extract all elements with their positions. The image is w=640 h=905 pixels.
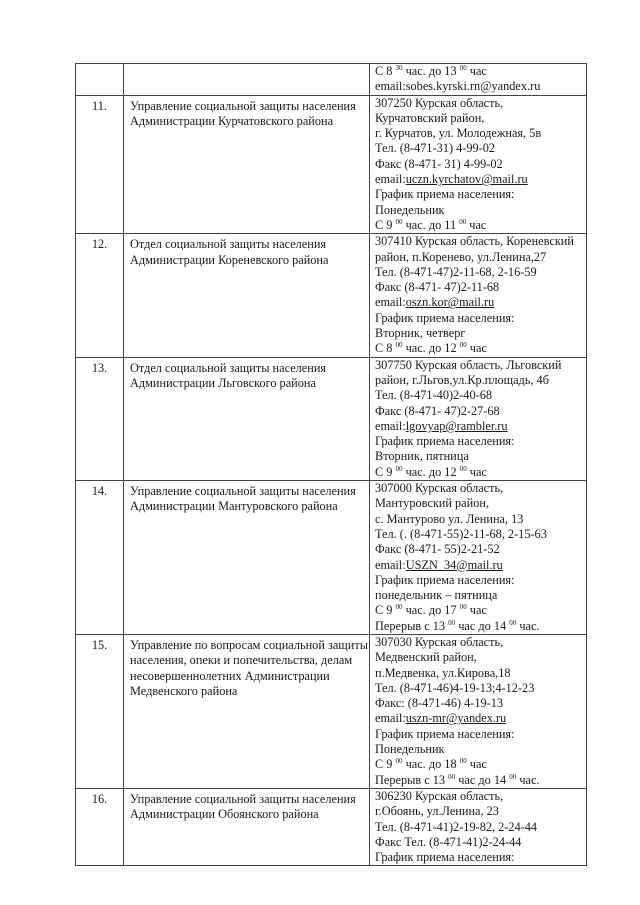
table-row: [76, 234, 587, 357]
contact-line: [375, 96, 586, 111]
office-name: Управление социальной защиты населения Администрации Курчатовского района: [130, 98, 356, 128]
office-name: Отдел социальной защиты населения Администрации Льговского района: [130, 360, 327, 390]
office-name-cell: [124, 95, 370, 234]
office-name: Управление социальной защиты населения Администрации Мантуровского района: [130, 484, 356, 514]
contact-text: Мантуровский район,: [375, 496, 490, 511]
contact-text: График приема населения:: [375, 187, 515, 202]
contact-cell: [370, 64, 587, 96]
contact-line: [375, 157, 586, 172]
contact-text: email:: [375, 418, 406, 433]
contact-text: С 8: [375, 341, 396, 356]
contact-text: Медвенский район,: [375, 650, 477, 665]
time-superscript: 00: [395, 757, 403, 766]
email-link[interactable]: uszn-mr@yandex.ru: [405, 711, 507, 726]
contact-line: [375, 820, 586, 835]
contact-text: График приема населения:: [375, 572, 515, 587]
contact-line: [375, 419, 586, 434]
contact-text: С 8: [375, 64, 396, 78]
contact-line: [375, 742, 586, 757]
email-link[interactable]: lgovyap@rambler.ru: [405, 418, 508, 433]
table-row: [76, 788, 587, 865]
contact-text: Факс (8-471- 55)2-21-52: [375, 542, 500, 557]
contact-line: [375, 558, 586, 573]
office-name-cell: [124, 481, 370, 635]
contact-text: район, г.Льгов,ул.Кр.площадь, 4б: [375, 372, 549, 387]
contact-text: 307030 Курская область,: [375, 634, 504, 649]
contact-line: [375, 603, 586, 618]
contact-line: [375, 635, 586, 650]
contact-line: [375, 265, 586, 280]
contact-text: час. до 11: [402, 217, 460, 232]
contact-line: [375, 280, 586, 295]
contact-text: г.Обоянь, ул.Ленина, 23: [375, 804, 499, 819]
contact-line: [375, 804, 586, 819]
contact-details: [370, 234, 586, 356]
contact-text: Факс (8-471- 47)2-27-68: [375, 403, 500, 418]
contact-line: [375, 527, 586, 542]
row-number-cell: [76, 357, 124, 480]
contact-details: [370, 789, 586, 865]
row-number: [76, 64, 123, 67]
contact-details: [370, 64, 586, 95]
contact-cell: [370, 788, 587, 865]
contact-line: [375, 187, 586, 202]
contact-text: час. до 17: [402, 603, 460, 618]
contact-line: [375, 619, 586, 634]
contact-text: час: [466, 64, 487, 78]
contact-text: email:: [375, 557, 406, 572]
contact-line: [375, 512, 586, 527]
contact-text: email:: [375, 711, 406, 726]
email-link[interactable]: USZN_34@mail.ru: [405, 557, 503, 572]
contact-details: [370, 96, 586, 234]
contact-line: [375, 496, 586, 511]
contact-line: [375, 773, 586, 788]
contact-text: Факс: (8-471-46) 4-19-13: [375, 696, 504, 711]
row-number: 11.: [92, 98, 107, 113]
row-number-cell: [76, 481, 124, 635]
contact-line: [375, 835, 586, 850]
offices-table: [75, 63, 587, 866]
contact-text: час: [466, 341, 487, 356]
contact-line: [375, 404, 586, 419]
contact-line: [375, 789, 586, 804]
contact-details: [370, 358, 586, 480]
time-superscript: 00: [395, 603, 403, 612]
contact-line: [375, 250, 586, 265]
contact-text: час. до 12: [402, 464, 460, 479]
contact-text: email:: [375, 172, 406, 187]
contact-text: Тел. (8-471-31) 4-99-02: [375, 141, 496, 156]
contact-text: п.Медвенка, ул.Кирова,18: [375, 665, 511, 680]
contact-line: [375, 126, 586, 141]
contact-text: График приема населения:: [375, 726, 515, 741]
contact-line: [375, 79, 586, 94]
table-row: [76, 481, 587, 635]
contact-details: [370, 481, 586, 634]
row-number-cell: [76, 788, 124, 865]
contact-text: час. до 13: [402, 64, 460, 78]
time-superscript: 00: [448, 772, 456, 781]
time-superscript: 00: [395, 341, 403, 350]
contact-line: [375, 588, 586, 603]
offices-table-body: [76, 64, 587, 866]
table-row: [76, 634, 587, 788]
email-link[interactable]: oszn.kor@mail.ru: [405, 295, 495, 310]
row-number: 15.: [91, 637, 108, 652]
contact-text: email:: [375, 295, 406, 310]
contact-line: [375, 757, 586, 772]
time-superscript: 00: [448, 618, 456, 627]
office-name-cell: [124, 357, 370, 480]
contact-text: С 9: [375, 603, 396, 618]
row-number-cell: [76, 634, 124, 788]
time-superscript: 00: [459, 64, 467, 72]
contact-text: 306230 Курская область,: [375, 788, 504, 803]
contact-text: г. Курчатов, ул. Молодежная, 5в: [375, 126, 542, 141]
contact-text: Перерыв с 13: [375, 772, 449, 787]
contact-details: [370, 635, 586, 788]
contact-text: С 9: [375, 464, 396, 479]
table-row: [76, 64, 587, 96]
office-name: Управление по вопросам социальной защиты населения, опеки и попечительства, делам несовершеннолетних Администрации Медвенского района: [130, 637, 368, 698]
contact-cell: [370, 634, 587, 788]
contact-text: Тел. (8-471-46)4-19-13;4-12-23: [375, 680, 535, 695]
contact-text: час.: [516, 772, 540, 787]
row-number: 12.: [91, 237, 108, 252]
time-superscript: 00: [459, 603, 467, 612]
contact-text: Понедельник: [375, 202, 445, 217]
contact-line: [375, 203, 586, 218]
time-superscript: 00: [509, 772, 517, 781]
contact-line: [375, 311, 586, 326]
contact-text: Тел. (. (8-471-55)2-11-68, 2-15-63: [375, 526, 547, 541]
contact-text: 307750 Курская область, Льговский: [375, 357, 562, 372]
contact-line: [375, 727, 586, 742]
row-number: 16.: [91, 791, 108, 806]
contact-text: 307000 Курская область,: [375, 481, 504, 496]
contact-text: Тел. (8-471-41)2-19-82, 2-24-44: [375, 819, 538, 834]
contact-text: час: [466, 757, 487, 772]
contact-line: [375, 850, 586, 865]
office-name: [124, 64, 369, 67]
contact-line: [375, 341, 586, 356]
contact-text: Перерыв с 13: [375, 618, 449, 633]
time-superscript: 00: [459, 341, 467, 350]
time-superscript: 00: [459, 217, 467, 226]
time-superscript: 00: [395, 217, 403, 226]
contact-text: С 9: [375, 757, 396, 772]
contact-line: [375, 681, 586, 696]
contact-line: [375, 141, 586, 156]
contact-text: час до 14: [455, 772, 510, 787]
row-number-cell: [76, 64, 124, 96]
email-link[interactable]: uczn.kyrchatov@mail.ru: [405, 172, 528, 187]
office-name-cell: [124, 234, 370, 357]
office-name-cell: [124, 64, 370, 96]
contact-cell: [370, 481, 587, 635]
time-superscript: 30: [395, 64, 403, 72]
contact-text: понедельник – пятница: [375, 588, 498, 603]
table-row: [76, 95, 587, 234]
contact-line: [375, 295, 586, 310]
contact-text: Вторник, четверг: [375, 326, 466, 341]
row-number: 14.: [91, 484, 108, 499]
contact-text: 307410 Курская область, Кореневский: [375, 234, 574, 249]
office-name-cell: [124, 788, 370, 865]
contact-line: [375, 434, 586, 449]
contact-line: [375, 573, 586, 588]
contact-text: час: [466, 464, 487, 479]
contact-text: Факс (8-471- 31) 4-99-02: [375, 156, 503, 171]
contact-text: Факс (8-471- 47)2-11-68: [375, 280, 500, 295]
table-row: [76, 357, 587, 480]
contact-line: [375, 111, 586, 126]
contact-line: [375, 358, 586, 373]
contact-text: email:sobes.kyrski.rn@yandex.ru: [375, 79, 541, 94]
time-superscript: 00: [395, 464, 403, 473]
contact-text: час.: [516, 618, 540, 633]
contact-text: С 9: [375, 217, 396, 232]
contact-line: [375, 218, 586, 233]
contact-line: [375, 650, 586, 665]
contact-text: район, п.Коренево, ул.Ленина,27: [375, 249, 547, 264]
contact-line: [375, 326, 586, 341]
contact-text: 307250 Курская область,: [375, 95, 504, 110]
contact-text: Курчатовский район,: [375, 110, 485, 125]
contact-line: [375, 388, 586, 403]
contact-cell: [370, 234, 587, 357]
contact-line: [375, 481, 586, 496]
time-superscript: 00: [459, 464, 467, 473]
row-number-cell: [76, 95, 124, 234]
contact-line: [375, 711, 586, 726]
contact-line: [375, 449, 586, 464]
contact-text: График приема населения:: [375, 850, 515, 865]
contact-text: Тел. (8-471-40)2-40-68: [375, 388, 492, 403]
contact-text: час: [466, 217, 487, 232]
contact-line: [375, 465, 586, 480]
contact-text: Понедельник: [375, 742, 445, 757]
office-name: Отдел социальной защиты населения Администрации Кореневского района: [130, 237, 329, 267]
contact-line: [375, 542, 586, 557]
contact-cell: [370, 95, 587, 234]
time-superscript: 00: [509, 618, 517, 627]
contact-text: час до 14: [455, 618, 510, 633]
contact-line: [375, 234, 586, 249]
contact-cell: [370, 357, 587, 480]
row-number-cell: [76, 234, 124, 357]
contact-line: [375, 666, 586, 681]
row-number: 13.: [91, 360, 108, 375]
contact-line: [375, 64, 586, 79]
contact-text: Факс Тел. (8-471-41)2-24-44: [375, 834, 522, 849]
contact-line: [375, 172, 586, 187]
contact-text: час. до 12: [402, 341, 460, 356]
contact-text: График приема населения:: [375, 310, 515, 325]
contact-line: [375, 696, 586, 711]
time-superscript: 00: [459, 757, 467, 766]
contact-text: График приема населения:: [375, 434, 515, 449]
contact-text: Тел. (8-471-47)2-11-68, 2-16-59: [375, 264, 537, 279]
office-name-cell: [124, 634, 370, 788]
contact-text: час. до 18: [402, 757, 460, 772]
contact-text: час: [466, 603, 487, 618]
contact-line: [375, 373, 586, 388]
contact-text: Вторник, пятница: [375, 449, 469, 464]
contact-text: с. Мантурово ул. Ленина, 13: [375, 511, 524, 526]
office-name: Управление социальной защиты населения Администрации Обоянского района: [130, 791, 356, 822]
